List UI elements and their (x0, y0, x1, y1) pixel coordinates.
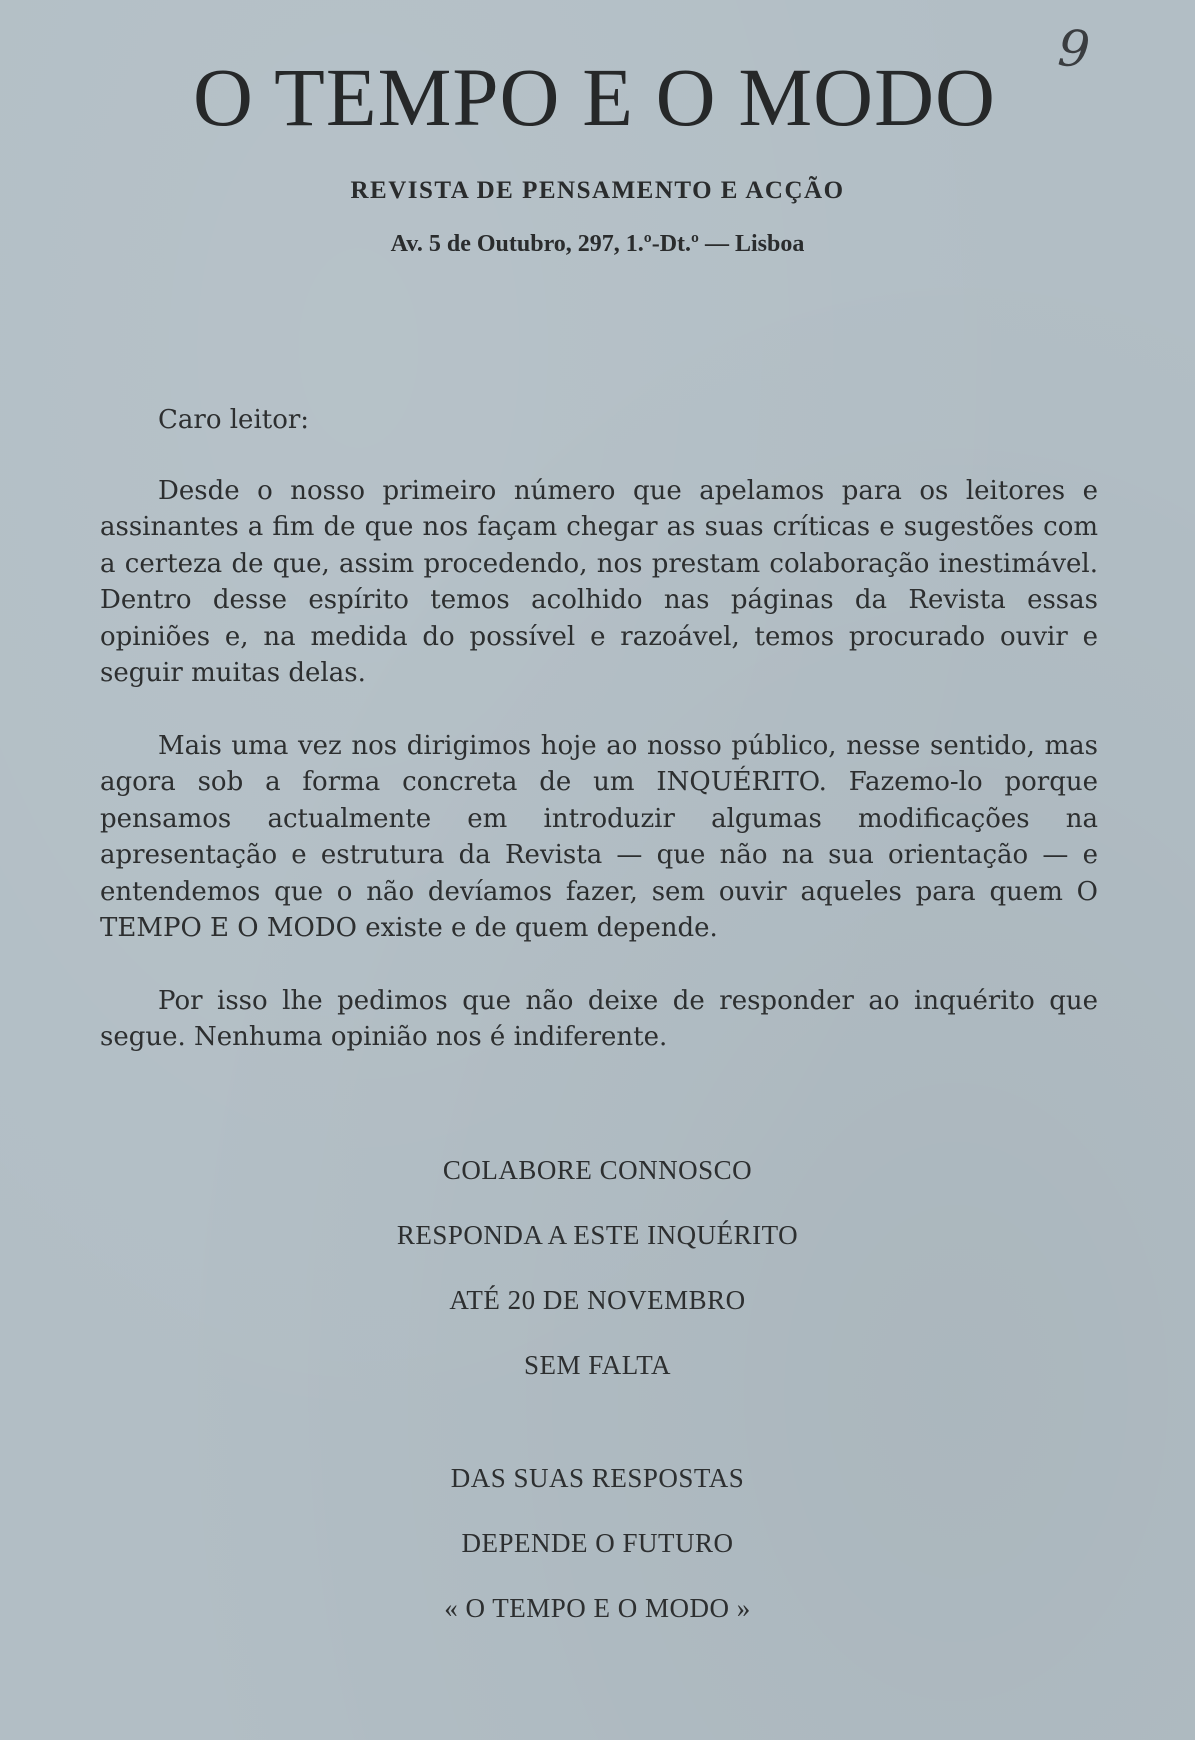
appeal-spacer (0, 1415, 1195, 1463)
closing-line-answers: DAS SUAS RESPOSTAS (450, 1463, 745, 1493)
masthead-title: O TEMPO E O MODO (192, 51, 996, 143)
letter-paragraph-2: Mais uma vez nos dirigimos hoje ao nosso público, nesse sentido, mas agora sob a forma concreta de um INQUÉRITO. Fazemo-lo porque pensamos actualmente em introduzir algumas modificações na apresentação e estrutura da Revista — que não na sua orientação — e entendemos que o não devíamos fazer, sem ouvir aqueles para quem O TEMPO E O MODO existe e de quem depende. (100, 730, 1098, 943)
masthead-subtitle: REVISTA DE PENSAMENTO E ACÇÃO (350, 177, 845, 204)
masthead-address: Av. 5 de Outubro, 297, 1.º-Dt.º — Lisboa (390, 231, 805, 257)
letter-body (100, 402, 1098, 1092)
salutation: Caro leitor: (158, 405, 310, 435)
appeal-line-without-fail: SEM FALTA (523, 1350, 672, 1380)
masthead (0, 51, 1195, 258)
closing-line-magazine: « O TEMPO E O MODO » (444, 1593, 751, 1623)
appeal-line-collaborate: COLABORE CONNOSCO (442, 1155, 753, 1185)
closing-line-future: DEPENDE O FUTURO (461, 1528, 734, 1558)
letter-paragraph-3: Por isso lhe pedimos que não deixe de responder ao inquérito que segue. Nenhuma opinião nos é indiferente. (100, 985, 1098, 1052)
letter-paragraph-1: Desde o nosso primeiro número que apelamos para os leitores e assinantes a fim de que nos façam chegar as suas críticas e sugestões com a certeza de que, assim procedendo, nos prestam colaboração inestimável. Dentro desse espírito temos acolhido nas páginas da Revista essas opiniões e, na medida do possível e razoável, temos procurado ouvir e seguir muitas delas. (100, 475, 1098, 688)
appeal-block (0, 1155, 1195, 1658)
appeal-line-deadline: ATÉ 20 DE NOVEMBRO (449, 1285, 746, 1315)
appeal-line-respond: RESPONDA A ESTE INQUÉRITO (396, 1220, 799, 1250)
handwritten-page-number: 9 (1056, 18, 1092, 80)
